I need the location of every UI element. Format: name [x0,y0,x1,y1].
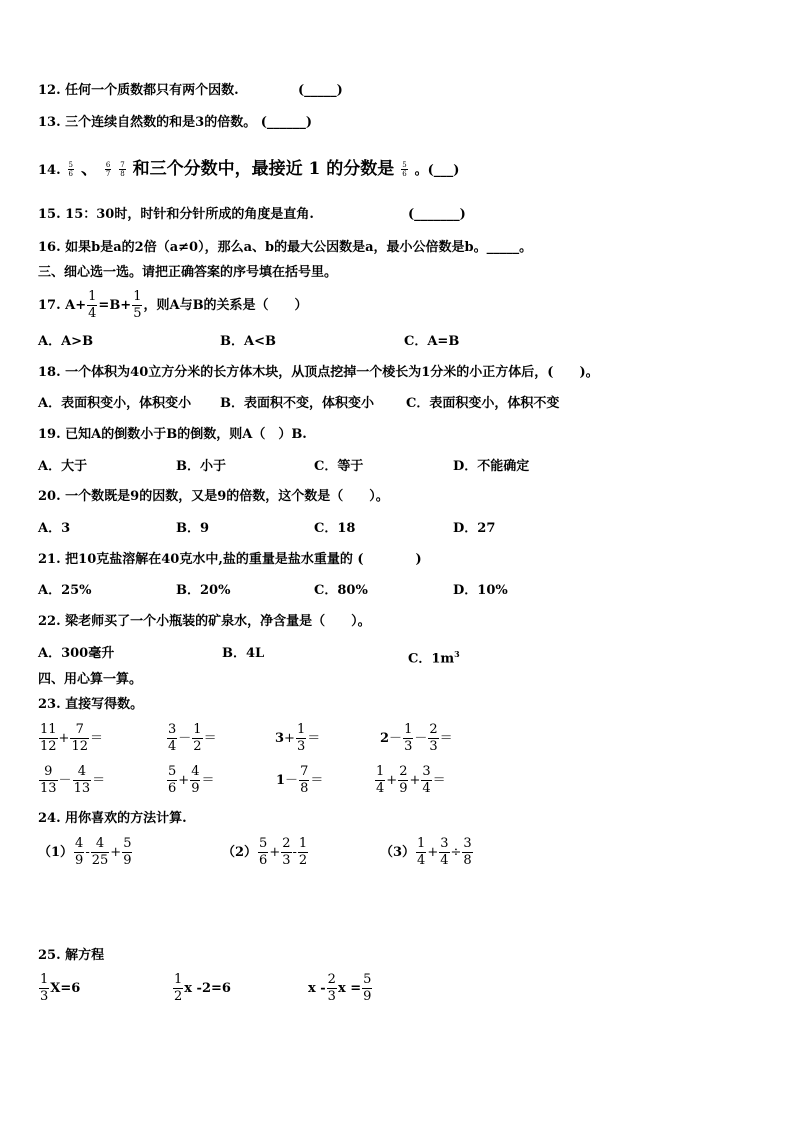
option-a[interactable]: A．A>B [38,334,94,349]
question-21 [38,551,422,569]
question-number: 23. [38,697,61,712]
question-text: 如果b是a的2倍（a≠0），那么a、b的最大公因数是a，最小公倍数是b。_____。 [65,240,533,255]
expression: 2－ $\frac{1}{3}$ － $\frac{2}{3}$ ＝ [380,722,453,754]
option-b[interactable]: B．9 [176,521,210,536]
fraction: $\frac{1}{5}$ [133,289,142,321]
question-number: 18. [38,365,61,380]
question-number: 15. [38,207,61,222]
option-c[interactable]: C．$1m^3$ [408,649,460,667]
option-c[interactable]: C．80% [314,583,368,598]
question-number: 16. [38,240,61,255]
option-b[interactable]: B．表面积不变，体积变小 [220,396,374,411]
option-d[interactable]: D．10% [453,583,508,598]
question-13 [38,114,312,132]
expression: 3+ $\frac{1}{3}$ ＝ [275,722,321,754]
expression-3: （3） $\frac{1}{4}$ + $\frac{3}{4}$ ÷ $\frac{3}{8}$ [380,836,472,868]
question-number: 13. [38,115,61,130]
equation-3: x - $\frac{2}{3}$ x = $\frac{5}{9}$ [308,972,372,1004]
question-text: 用你喜欢的方法计算. [65,811,187,826]
question-number: 12. [38,83,61,98]
question-number: 17. [38,298,61,313]
question-text: 15：30时，时针和分针所成的角度是直角. [65,207,314,222]
question-18 [38,364,599,382]
option-a[interactable]: A．大于 [38,459,88,474]
expression: $\frac{3}{4}$ － $\frac{1}{2}$ ＝ [168,722,217,754]
question-16 [38,239,532,257]
expression: $\frac{5}{6}$ + $\frac{4}{9}$ ＝ [168,764,215,796]
question-text: ，则A与B的关系是（ ） [143,298,308,313]
question-text: 梁老师买了一个小瓶装的矿泉水，净含量是（ ）。 [65,614,371,629]
question-number: 20. [38,489,61,504]
question-15 [38,206,466,224]
answer-blank[interactable]: (______) [260,115,313,130]
option-b[interactable]: B．20% [176,583,231,598]
question-12 [38,82,343,100]
expression: 1－ $\frac{7}{8}$ ＝ [276,764,324,796]
fraction: $\frac{5}{6}$ [402,161,407,178]
question-text: 直接写得数。 [65,697,144,712]
question-number: 24. [38,811,61,826]
question-number: 25. [38,948,61,963]
question-24 [38,810,187,828]
option-b[interactable]: B．4L [222,646,265,661]
question-23 [38,696,143,714]
question-text: 和三个分数中，最接近 1 的分数是 [132,159,395,179]
answer-blank[interactable]: (_____) [298,83,343,98]
option-c[interactable]: C．表面积变小，体积不变 [406,396,560,411]
separator: 、 [80,159,98,179]
question-text: 三个连续自然数的和是3的倍数。 [65,115,257,130]
fraction: $\frac{6}{7}$ [105,161,111,178]
question-17: 17. A+ $\frac{1}{4}$ =B+ $\frac{1}{5}$ ，则A与B的关系是（ ） [38,289,308,321]
fraction: $\frac{5}{6}$ [68,161,74,178]
option-d[interactable]: D．27 [453,521,496,536]
question-number: 21. [38,552,61,567]
option-a[interactable]: A．表面积变小，体积变小 [38,396,192,411]
question-22 [38,613,371,631]
question-text: 已知A的倒数小于B的倒数，则A（ ）B. [65,427,307,442]
expression-1: （1） $\frac{4}{9}$ - $\frac{4}{25}$ + $\frac{5}{9}$ [38,836,132,868]
section-heading-3: 三、细心选一选。请把正确答案的序号填在括号里。 [38,265,338,280]
question-19 [38,426,307,444]
option-b[interactable]: B．A<B [220,334,276,349]
option-b[interactable]: B．小于 [176,459,226,474]
fraction: $\frac{1}{4}$ [88,289,97,321]
question-number: 22. [38,614,61,629]
option-c[interactable]: C．A=B [404,334,460,349]
option-a[interactable]: A．3 [38,521,71,536]
expression: $\frac{11}{12}$ + $\frac{7}{12}$ ＝ [40,722,104,754]
question-number: 14. [38,163,61,178]
option-a[interactable]: A．25% [38,583,92,598]
question-text: 解方程 [65,948,105,963]
question-number: 19. [38,427,61,442]
option-d[interactable]: D．不能确定 [453,459,530,474]
question-text: 把10克盐溶解在40克水中,盐的重量是盐水重量的 ( ) [65,552,422,567]
answer-blank[interactable]: 。(___) [414,163,460,178]
question-text: 一个数既是9的因数，又是9的倍数，这个数是（ ）。 [65,489,389,504]
question-text: 任何一个质数都只有两个因数. [65,83,239,98]
option-c[interactable]: C．18 [314,521,356,536]
equation-1: $\frac{1}{3}$ X=6 [40,972,81,1004]
question-text: 一个体积为40立方分米的长方体木块，从顶点挖掉一个棱长为1分米的小正方体后，( )。 [65,365,599,380]
expression: $\frac{9}{13}$ － $\frac{4}{13}$ ＝ [40,764,106,796]
equation-2: $\frac{1}{2}$ x -2=6 [174,972,231,1004]
question-14 [38,156,459,184]
expression: $\frac{1}{4}$ + $\frac{2}{9}$ + $\frac{3}{4}$ ＝ [376,764,446,796]
expression-2: （2） $\frac{5}{6}$ + $\frac{2}{3}$ - $\frac{1}{2}$ [222,836,308,868]
question-25 [38,947,104,965]
answer-blank[interactable]: (_______) [408,207,466,222]
option-a[interactable]: A．300毫升 [38,646,115,661]
fraction: $\frac{7}{8}$ [120,161,125,178]
option-c[interactable]: C．等于 [314,459,364,474]
question-20 [38,488,389,506]
section-heading-4: 四、用心算一算。 [38,672,143,687]
